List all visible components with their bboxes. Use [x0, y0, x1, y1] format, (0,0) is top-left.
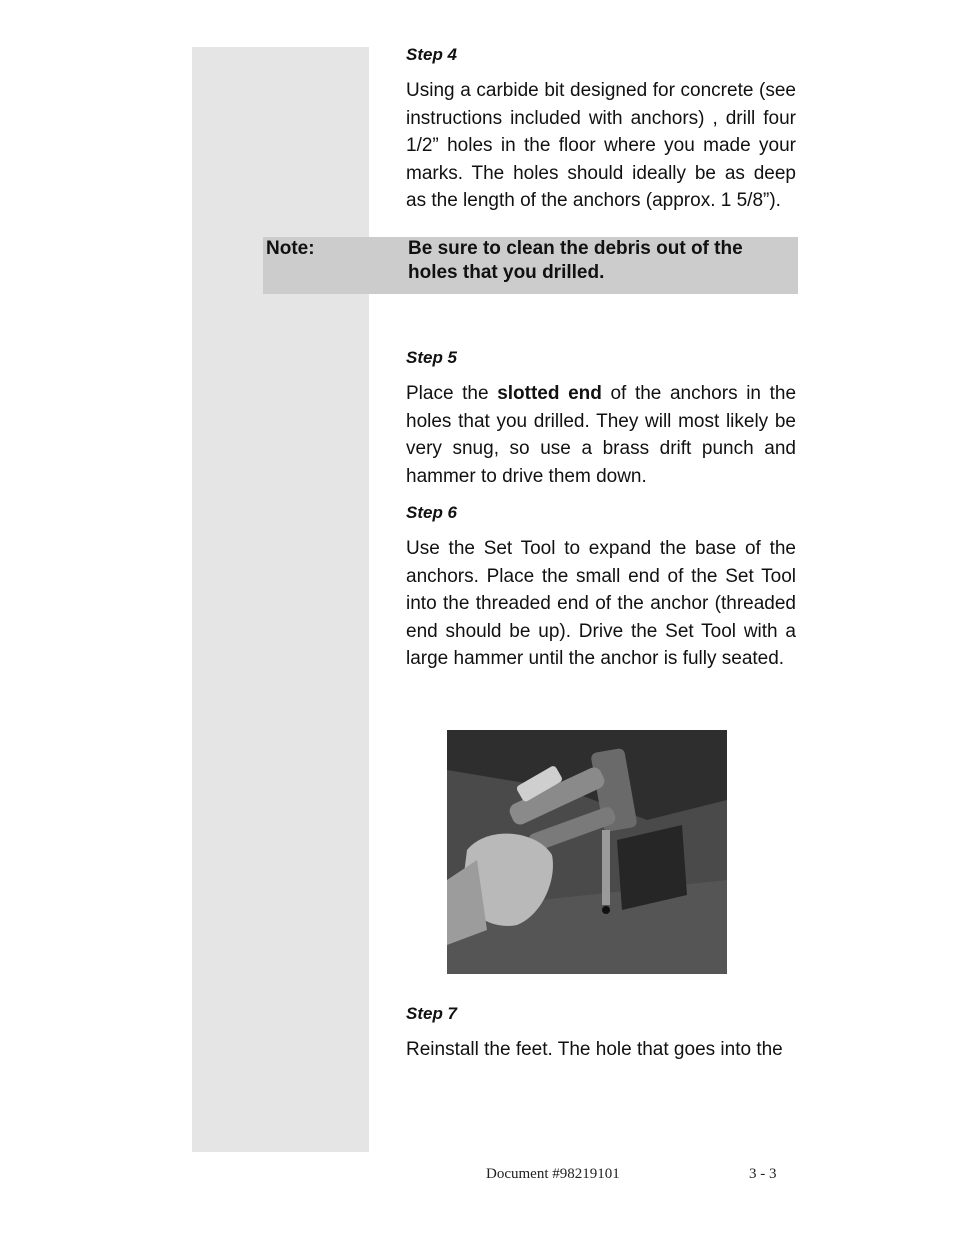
step-6-text: Use the Set Tool to expand the base of the anchors. Place the small end of the Set Tool into the threaded end of the anchor (threaded end should be up). Drive the Set Tool with a large hammer until the anchor is fully seated.: [406, 538, 796, 670]
step-5-text-bold: slotted end: [497, 383, 602, 404]
page-sidebar-band: [192, 47, 369, 1152]
note-box: [263, 237, 798, 294]
step-6-label: Step 6: [406, 503, 458, 522]
note-label: Note:: [266, 238, 315, 259]
step-4-label: Step 4: [406, 45, 458, 64]
step-5-text: [406, 380, 796, 490]
step-7-text: Reinstall the feet. The hole that goes into the: [406, 1039, 783, 1060]
document-number: Document #98219101: [486, 1166, 620, 1182]
step-7-label: Step 7: [406, 1004, 458, 1023]
step-4-text: Using a carbide bit designed for concrete (see instructions included with anchors) , drill four 1/2” holes in the floor where you made your marks. The holes should ideally be as deep as the length of the anchors (approx. 1 5/8”).: [406, 80, 796, 212]
step-5-text-end: of the anchors in the holes that you drilled. They will most likely be very snug, so use a brass drift punch and hammer to drive them down.: [406, 383, 797, 487]
page-number: 3 - 3: [749, 1166, 777, 1182]
note-text: Be sure to clean the debris out of the holes that you drilled.: [408, 238, 743, 283]
step-5-text-start: Place the: [406, 383, 498, 404]
step-5-label: Step 5: [406, 348, 458, 367]
hammer-set-tool-photo: [447, 730, 727, 974]
